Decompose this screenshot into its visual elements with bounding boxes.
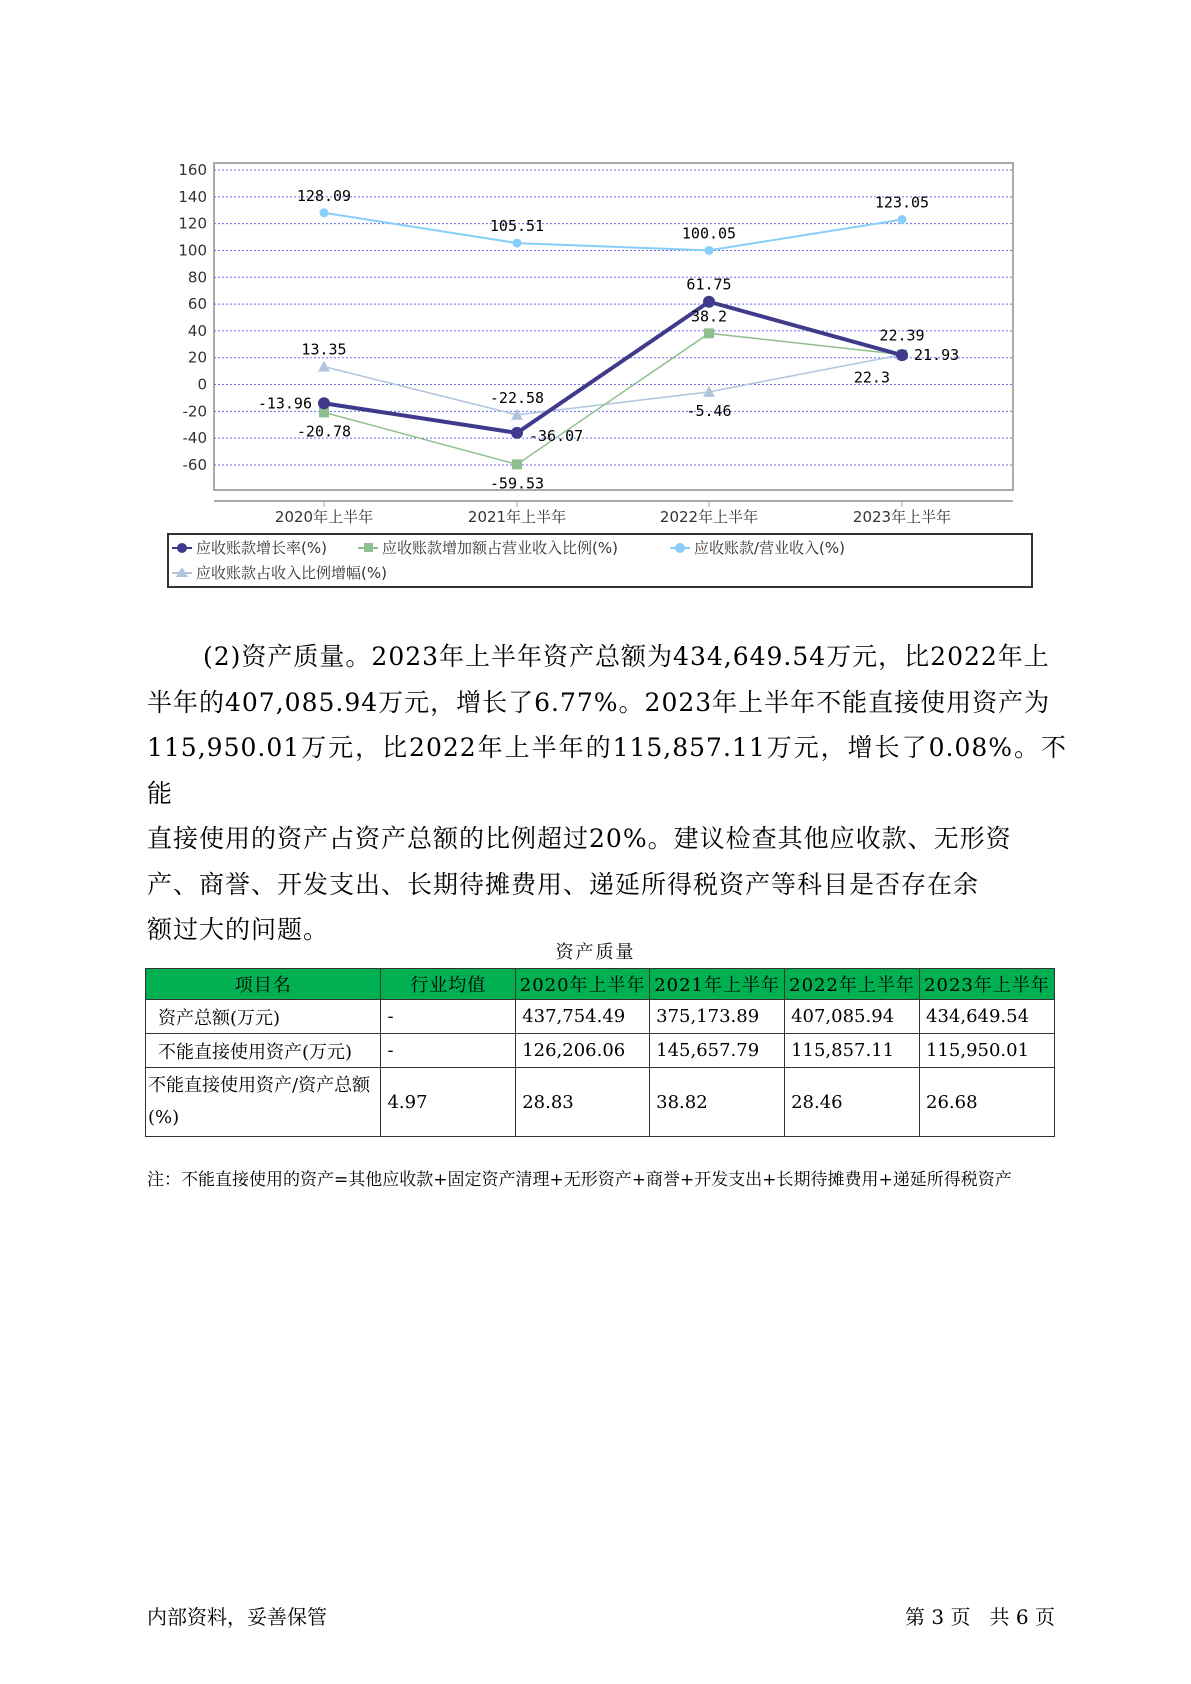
data-point [898, 215, 907, 224]
data-label: -36.07 [529, 426, 584, 445]
table-cell: 434,649.54 [920, 1000, 1055, 1034]
y-tick-label: -60 [182, 456, 207, 474]
x-tick-label: 2020年上半年 [274, 508, 374, 526]
legend-marker [364, 543, 373, 552]
table-cell: 375,173.89 [650, 1000, 785, 1034]
legend-label: 应收账款/营业收入(%) [694, 539, 846, 557]
legend-label: 应收账款增长率(%) [196, 539, 327, 557]
legend-marker [675, 543, 685, 553]
table-cell: 38.82 [650, 1068, 785, 1137]
table-row [146, 1068, 1055, 1137]
legend-marker [177, 543, 187, 553]
data-point [512, 459, 522, 469]
paragraph-line: 额过大的问题。 [147, 915, 330, 944]
y-tick-label: 60 [187, 295, 207, 314]
x-tick-label: 2022年上半年 [659, 508, 759, 526]
column-header: 行业均值 [381, 969, 516, 1000]
data-label: 22.39 [879, 326, 925, 345]
y-tick-label: 80 [187, 268, 207, 287]
table-row [146, 1000, 1055, 1034]
data-point [705, 246, 714, 255]
table-cell: 不能直接使用资产(万元) [146, 1034, 381, 1068]
asset-quality-table [145, 968, 1055, 1137]
y-tick-label: 120 [178, 214, 207, 233]
paragraph-line: 直接使用的资产占资产总额的比例超过20%。建议检查其他应收款、无形资 [147, 824, 1012, 853]
column-header: 2023年上半年 [920, 969, 1055, 1000]
data-label: -5.46 [686, 401, 732, 420]
table-cell: - [381, 1000, 516, 1034]
y-tick-label: 0 [197, 375, 207, 394]
table-cell: 115,950.01 [920, 1034, 1055, 1068]
footer-confidential: 内部资料，妥善保管 [147, 1605, 327, 1629]
table-title: 资产质量 [555, 942, 636, 963]
data-label: 61.75 [686, 275, 732, 294]
column-header: 项目名 [146, 969, 381, 1000]
y-tick-label: 140 [178, 187, 207, 206]
table-note: 注：不能直接使用的资产=其他应收款+固定资产清理+无形资产+商誉+开发支出+长期待摊费用+递延所得税资产 [147, 1170, 1012, 1190]
table-cell: - [381, 1034, 516, 1068]
paragraph-line: 半年的407,085.94万元，增长了6.77%。2023年上半年不能直接使用资产为 [147, 687, 1051, 717]
x-tick-label: 2023年上半年 [852, 508, 952, 526]
paragraph-line: (2)资产质量。2023年上半年资产总额为434,649.54万元，比2022年上 [203, 642, 1050, 671]
x-tick-label: 2021年上半年 [467, 508, 567, 526]
data-label: -13.96 [257, 394, 312, 413]
table-row [146, 1034, 1055, 1068]
column-header: 2021年上半年 [650, 969, 785, 1000]
data-point [511, 427, 523, 439]
table-cell: 28.46 [785, 1068, 920, 1137]
data-label: -22.58 [489, 388, 545, 407]
data-point [320, 208, 329, 217]
legend-label: 应收账款占收入比例增幅(%) [196, 564, 387, 582]
data-label: 21.93 [914, 346, 960, 365]
y-tick-label: 100 [178, 241, 207, 260]
paragraph-line: 产、商誉、开发支出、长期待摊费用、递延所得税资产等科目是否存在余 [147, 869, 980, 899]
table-cell: 437,754.49 [516, 1000, 650, 1034]
data-point [703, 296, 715, 308]
table-header-row [146, 969, 1055, 1000]
y-tick-label: -20 [182, 402, 207, 421]
data-label: 22.3 [853, 368, 890, 387]
data-label: -59.53 [489, 474, 545, 493]
table-cell: 126,206.06 [516, 1034, 650, 1068]
y-tick-label: 20 [187, 348, 207, 367]
data-label: 38.2 [690, 307, 728, 326]
data-label: 100.05 [681, 224, 737, 243]
line-chart [0, 0, 1191, 600]
y-tick-label: 160 [178, 161, 207, 179]
column-header: 2022年上半年 [785, 969, 920, 1000]
data-point [513, 239, 522, 248]
data-point [318, 397, 330, 409]
table-cell: 407,085.94 [785, 1000, 920, 1034]
table-cell: 26.68 [920, 1068, 1055, 1137]
paragraph-line: 115,950.01万元，比2022年上半年的115,857.11万元，增长了0.08%。不能 [147, 733, 1067, 808]
column-header: 2020年上半年 [516, 969, 650, 1000]
table-cell: 不能直接使用资产/资产总额(%) [146, 1068, 381, 1137]
data-label: 13.35 [301, 340, 347, 359]
data-point [896, 349, 908, 361]
data-label: -20.78 [296, 422, 352, 441]
y-tick-label: 40 [187, 321, 207, 340]
data-label: 128.09 [296, 186, 352, 205]
table-cell: 28.83 [516, 1068, 650, 1137]
data-label: 123.05 [874, 193, 930, 212]
table-cell: 115,857.11 [785, 1034, 920, 1068]
legend-label: 应收账款增加额占营业收入比例(%) [382, 539, 618, 557]
table-cell: 145,657.79 [650, 1034, 785, 1068]
footer-page-number: 第 3 页 共 6 页 [905, 1605, 1055, 1629]
y-tick-label: -40 [182, 429, 207, 448]
table-cell: 资产总额(万元) [146, 1000, 381, 1034]
data-point [704, 328, 714, 338]
asset-quality-paragraph [147, 634, 1067, 953]
table-cell: 4.97 [381, 1068, 516, 1137]
data-label: 105.51 [489, 217, 545, 236]
